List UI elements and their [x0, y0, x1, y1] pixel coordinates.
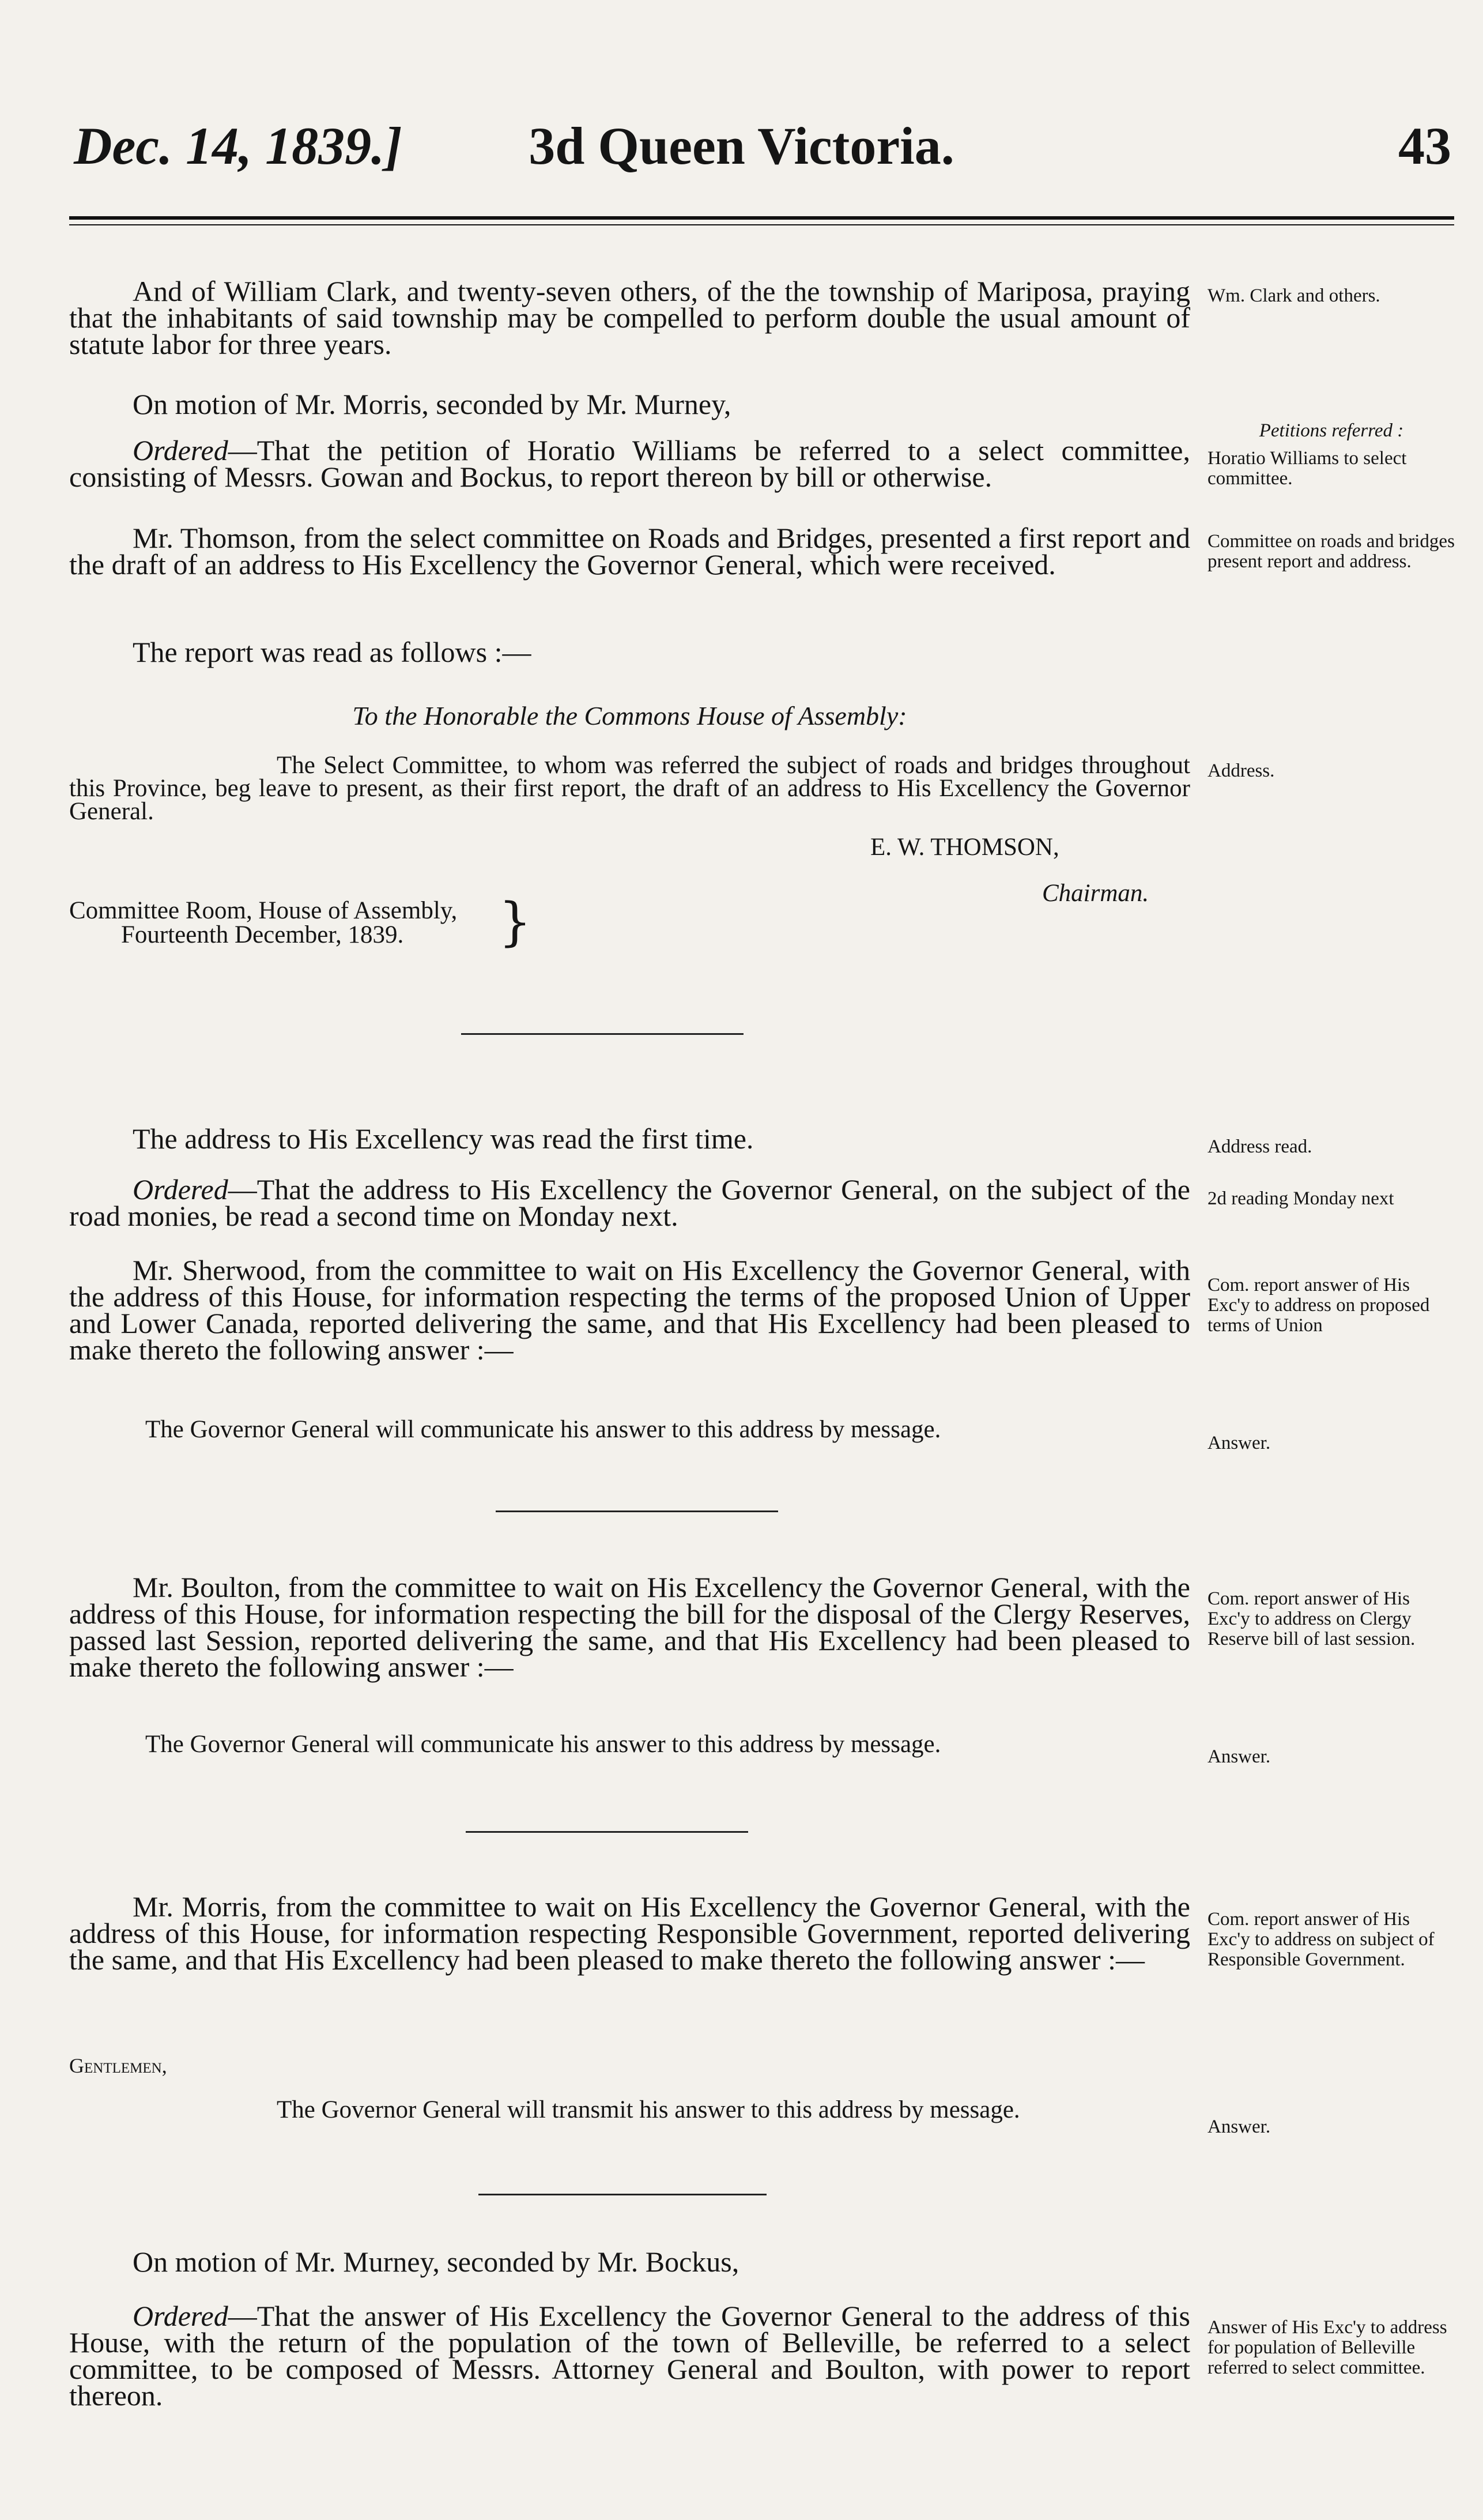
page-number: 43 — [1398, 116, 1451, 175]
ordered-belleville-text: —That the answer of His Excellency the Governor General to the address of this House, with the return of the population of the town of Belleville, be referred to a select committee, to be composed of Messrs. Attorney General and Boulton, with power to report thereon. — [69, 2300, 1190, 2412]
margin-note-belleville: Answer of His Exc'y to address for population of Belleville referred to select committee. — [1207, 2317, 1447, 2378]
answer-union-text: The Governor General will communicate his answer to this address by message. — [145, 1416, 941, 1443]
margin-note-union-report: Com. report answer of His Exc'y to address on proposed terms of Union — [1207, 1275, 1430, 1336]
ordered-label: Ordered — [133, 2300, 228, 2332]
margin-note-williams: Horatio Williams to select committee. — [1207, 448, 1407, 489]
motion-morris-text: On motion of Mr. Morris, seconded by Mr. Murney, — [133, 388, 731, 420]
signer-name: E. W. THOMSON, — [870, 834, 1059, 861]
ordered-label: Ordered — [133, 1173, 228, 1206]
gentlemen: Gentlemen, — [69, 2054, 167, 2077]
header-date: Dec. 14, 1839.] — [74, 116, 402, 175]
address-read — [69, 1122, 1190, 1155]
ordered-williams — [69, 434, 1190, 493]
answer-clergy — [69, 1733, 1190, 1756]
motion-murney-text: On motion of Mr. Murney, seconded by Mr. Bockus, — [133, 2246, 739, 2278]
answer-union — [69, 1418, 1190, 1441]
boulton-report-text: Mr. Boulton, from the committee to wait on His Excellency the Governor General, with the address of this House, for information respecting the bill for the disposal of the Clergy Reserves, passed last Session, reported delivering the same, and that His Excellency had been pleased to make thereto the following answer :— — [69, 1571, 1190, 1683]
margin-note-petitions-referred: Petitions referred : — [1259, 420, 1404, 441]
margin-note-answer1: Answer. — [1207, 1433, 1271, 1453]
divider — [478, 2194, 767, 2195]
thomson-report-text: Mr. Thomson, from the select committee on Roads and Bridges, presented a first report and the draft of an address to His Excellency the Governor General, which were received. — [69, 522, 1190, 581]
boulton-report — [69, 1571, 1190, 1683]
clark-petition — [69, 275, 1190, 360]
clark-petition-text: And of William Clark, and twenty-seven others, of the the township of Mariposa, praying that the inhabitants of said township may be compelled to perform double the usual amount of statute labor for three years. — [69, 275, 1190, 360]
brace: } — [499, 892, 532, 952]
margin-note-responsible-report: Com. report answer of His Exc'y to address on subject of Responsible Government. — [1207, 1909, 1435, 1970]
margin-note-clark: Wm. Clark and others. — [1207, 285, 1380, 306]
margin-note-second-reading: 2d reading Monday next — [1207, 1188, 1394, 1209]
answer-responsible — [69, 2096, 1190, 2123]
divider — [461, 1033, 744, 1035]
address-read-text: The address to His Excellency was read the first time. — [133, 1122, 754, 1155]
address-body — [69, 754, 1190, 823]
margin-note-clergy-report: Com. report answer of His Exc'y to address on Clergy Reserve bill of last session. — [1207, 1588, 1416, 1649]
divider — [466, 1831, 748, 1833]
morris-report-text: Mr. Morris, from the committee to wait on His Excellency the Governor General, with the address of this House, for information respecting Responsible Government, reported delivering the same, and that His Excellency had been pleased to make thereto the following answer :— — [69, 1890, 1190, 1976]
margin-note-address: Address. — [1207, 760, 1275, 781]
margin-note-roads-committee: Committee on roads and bridges present report and address. — [1207, 531, 1455, 572]
answer-clergy-text: The Governor General will communicate his answer to this address by message. — [145, 1731, 941, 1758]
header-rule-thin — [69, 224, 1454, 225]
header-title: 3d Queen Victoria. — [529, 116, 954, 175]
sherwood-report — [69, 1254, 1190, 1366]
ordered-second-text: —That the address to His Excellency the Governor General, on the subject of the road monies, be read a second time on Monday next. — [69, 1173, 1190, 1232]
signer-title: Chairman. — [1042, 880, 1149, 907]
report-read — [69, 636, 1190, 668]
sherwood-report-text: Mr. Sherwood, from the committee to wait on His Excellency the Governor General, with the address of this House, for information respecting the terms of the proposed Union of Upper and Lower Canada, reported delivering the same, and that His Excellency had been pleased to make thereto the following answer :— — [69, 1254, 1190, 1366]
ordered-belleville — [69, 2300, 1190, 2412]
divider — [496, 1511, 778, 1512]
answer-responsible-text: The Governor General will transmit his answer to this address by message. — [277, 2096, 1020, 2123]
ordered-second-reading — [69, 1173, 1190, 1232]
margin-note-answer2: Answer. — [1207, 1746, 1271, 1767]
margin-note-address-read: Address read. — [1207, 1136, 1312, 1157]
committee-room-line2: Fourteenth December, 1839. — [121, 921, 404, 948]
margin-note-answer3: Answer. — [1207, 2116, 1271, 2137]
ordered-label: Ordered — [133, 434, 228, 466]
report-read-text: The report was read as follows :— — [133, 636, 531, 668]
ordered-williams-text: —That the petition of Horatio Williams be referred to a select committee, consisting of Messrs. Gowan and Bockus, to report thereon by bill or otherwise. — [69, 434, 1190, 493]
address-heading: To the Honorable the Commons House of Assembly: — [352, 701, 907, 730]
header-rule — [69, 216, 1454, 220]
committee-room-line1: Committee Room, House of Assembly, — [69, 897, 458, 924]
motion-murney — [69, 2246, 1190, 2278]
thomson-report — [69, 522, 1190, 581]
morris-report — [69, 1890, 1190, 1976]
motion-morris — [69, 388, 1190, 420]
address-body-text: The Select Committee, to whom was referred the subject of roads and bridges throughout this Province, beg leave to present, as their first report, the draft of an address to His Excellency the Governor General. — [69, 752, 1190, 825]
